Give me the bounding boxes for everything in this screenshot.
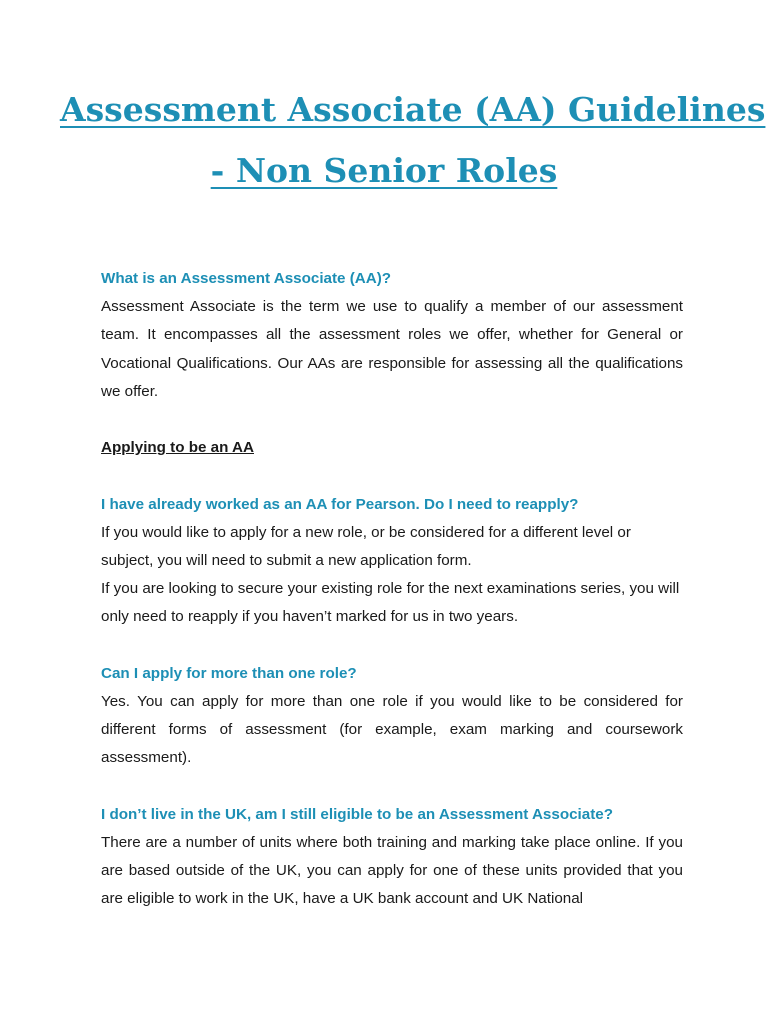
faq-question-multiple-roles: Can I apply for more than one role? <box>101 664 357 682</box>
faq-answer-reapply-2: If you are looking to secure your existing role for the next examinations series, you will only need to reapply if you haven’t marked for us in two years. <box>101 580 680 626</box>
document-title-line-1: Assessment Associate (AA) Guidelines <box>60 90 766 129</box>
faq-answer-reapply-1: If you would like to apply for a new role, or be considered for a different level or subject, you will need to submit a new application form. <box>101 523 631 569</box>
paragraph-spacer <box>101 773 683 801</box>
section-heading-applying: Applying to be an AA <box>101 439 254 457</box>
paragraph-spacer <box>101 632 683 660</box>
paragraph-spacer <box>101 462 683 490</box>
faq-question-reapply: I have already worked as an AA for Pearson. Do I need to reapply? <box>101 495 579 513</box>
faq-question-outside-uk: I don’t live in the UK, am I still eligible to be an Assessment Associate? <box>101 805 613 823</box>
paragraph-spacer <box>101 406 683 434</box>
document-title-line-2: - Non Senior Roles <box>210 151 558 190</box>
document-body <box>101 265 683 914</box>
faq-answer-what-is-aa: Assessment Associate is the term we use to qualify a member of our assessment team. It encompasses all the assessment roles we offer, whether for General or Vocational Qualifications. Our AAs are responsible for assessing all the qualifications we offer. <box>101 298 683 400</box>
faq-answer-outside-uk: There are a number of units where both training and marking take place online. If you are based outside of the UK, you can apply for one of these units provided that you are eligible to work in the UK, have a UK bank account and UK National <box>101 834 683 908</box>
faq-question-what-is-aa: What is an Assessment Associate (AA)? <box>101 270 392 287</box>
faq-answer-multiple-roles: Yes. You can apply for more than one role if you would like to be considered for different forms of assessment (for example, exam marking and coursework assessment). <box>101 693 683 767</box>
